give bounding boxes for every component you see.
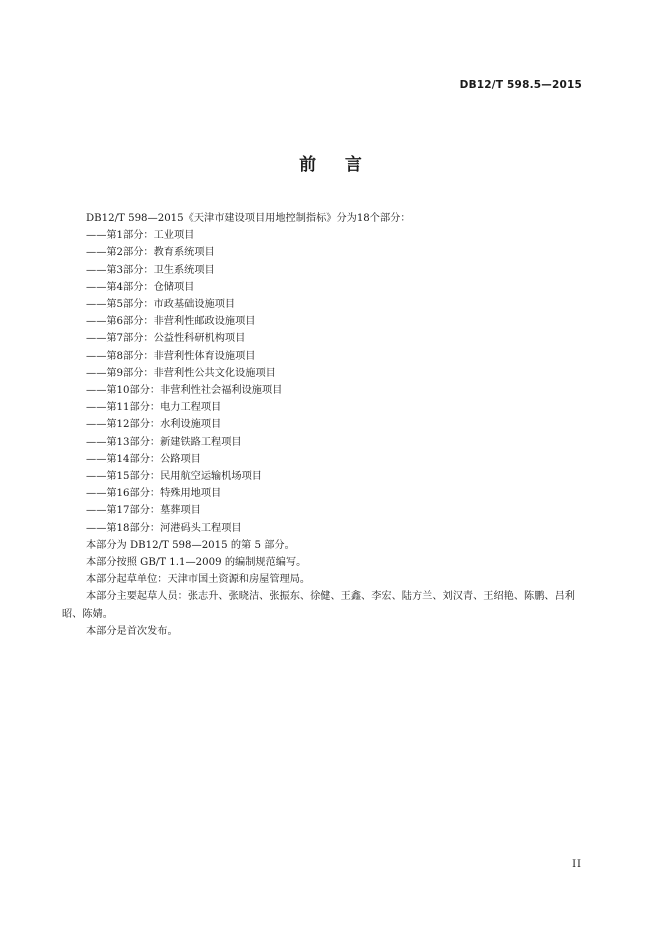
drafting-rule-note: 本部分按照 GB/T 1.1—2009 的编制规范编写。 bbox=[86, 557, 307, 569]
part-item: ——第4部分：仓储项目 bbox=[86, 281, 195, 293]
foreword-body bbox=[62, 210, 588, 640]
first-release-note: 本部分是首次发布。 bbox=[86, 625, 178, 637]
part-item: ——第12部分：水利设施项目 bbox=[86, 419, 222, 431]
part-item: ——第5部分：市政基础设施项目 bbox=[86, 299, 236, 311]
part-item: ——第8部分：非营利性体育设施项目 bbox=[86, 350, 256, 362]
part-item: ——第6部分：非营利性邮政设施项目 bbox=[86, 316, 256, 328]
part-item: ——第16部分：特殊用地项目 bbox=[86, 488, 222, 500]
part-item: ——第1部分：工业项目 bbox=[86, 230, 195, 242]
part-item: ——第2部分：教育系统项目 bbox=[86, 247, 215, 259]
part-item: ——第7部分：公益性科研机构项目 bbox=[86, 333, 246, 345]
drafters-note: 本部分主要起草人员：张志升、张晓洁、张振东、徐健、王鑫、李宏、陆方兰、刘汉青、王绍艳、陈鹏、吕利昭、陈婧。 bbox=[62, 591, 575, 620]
page-title: 前 言 bbox=[299, 155, 363, 175]
part-item: ——第15部分：民用航空运输机场项目 bbox=[86, 471, 262, 483]
page-number: II bbox=[572, 859, 582, 870]
part-item: ——第3部分：卫生系统项目 bbox=[86, 264, 215, 276]
part-item: ——第10部分：非营利性社会福利设施项目 bbox=[86, 385, 283, 397]
this-part-note: 本部分为 DB12/T 598—2015 的第 5 部分。 bbox=[86, 539, 295, 551]
intro-line: DB12/T 598—2015《天津市建设项目用地控制指标》分为18个部分： bbox=[86, 213, 411, 224]
drafting-unit-note: 本部分起草单位：天津市国土资源和房屋管理局。 bbox=[86, 574, 311, 586]
part-item: ——第17部分：墓葬项目 bbox=[86, 505, 201, 517]
part-item: ——第13部分：新建铁路工程项目 bbox=[86, 436, 242, 448]
part-item: ——第11部分：电力工程项目 bbox=[86, 402, 222, 414]
part-item: ——第18部分：河港码头工程项目 bbox=[86, 522, 242, 534]
document-code: DB12/T 598.5—2015 bbox=[459, 79, 582, 91]
part-item: ——第9部分：非营利性公共文化设施项目 bbox=[86, 367, 276, 379]
part-item: ——第14部分：公路项目 bbox=[86, 453, 201, 465]
